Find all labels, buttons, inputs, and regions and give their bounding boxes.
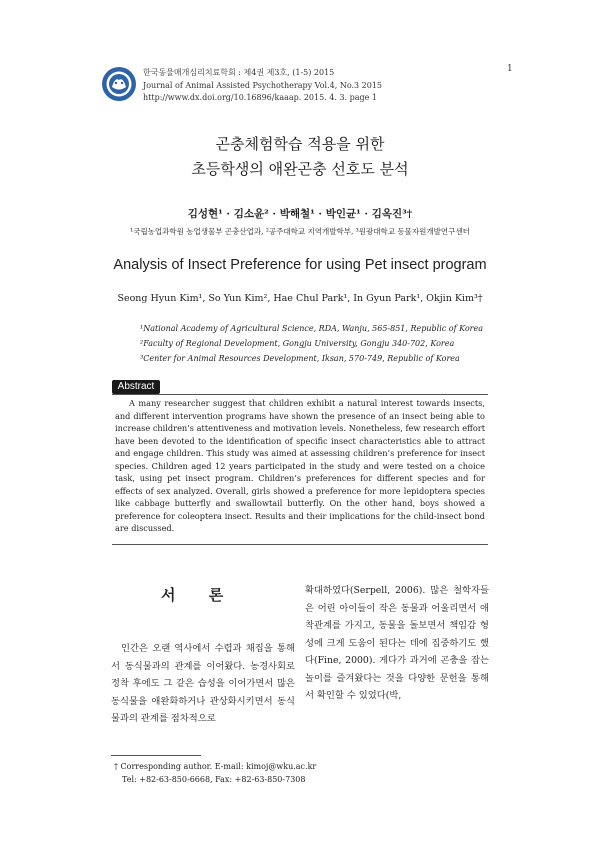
footnote-contact: Tel: +82-63-850-6668, Fax: +82-63-850-7308 (122, 775, 306, 784)
english-title: Analysis of Insect Preference for using Pet insect program (113, 257, 487, 273)
journal-doi-line: http://www.dx.doi.org/10.16896/kaaap. 2015. 4. 3. page 1 (143, 93, 378, 102)
abstract-bottom-rule (112, 544, 488, 545)
page-number: 1 (507, 64, 513, 74)
body-paragraph-right: 확대하였다(Serpell, 2006). 많은 철학자들은 어린 아이들이 작은 동물과 어울리면서 애착관계를 가지고, 동물을 돌보면서 책임감 형성에 크게 도움이 된다는 데에 집중하기도 했다(Fine, 2000). 게다가 과거에 곤충을 잡는 놀이를 즐겨왔다는 것을 다양한 문헌을 통해서 확인할 수 있었다(박, (305, 585, 489, 701)
journal-logo (101, 66, 137, 102)
affiliation-1: ¹National Academy of Agricultural Science, RDA, Wanju, 565-851, Republic of Korea (140, 324, 483, 333)
korean-title-line-1: 곤충체험학습 적용을 위한 (215, 135, 385, 153)
korean-authors: 김성현¹ · 김소윤² · 박해철¹ · 박인균¹ · 김옥진³† (187, 208, 413, 220)
abstract-text: A many researcher suggest that children exhibit a natural interest towards insects, and different intervention programs have shown the presence of an insect being able to increase children’s attentiveness and motivation levels. Nonetheless, few research effort have been devoted to the identification of specific insect characteristics able to attract and engage children. This study was aimed at assessing children’s preference for insect species. Children aged 12 years participated in the study and were tested on a choice task, using pet insect program. Children’s preferences for different species and for effects of sex analyzed. Overall, girls showed a preference for more lepidoptera species like cabbage butterfly and swallowtail butterfly. On the other hand, boys showed a preference for coleoptera insect. Results and their implications for the child-insect bond are discussed. (115, 398, 485, 533)
body-paragraph-left: 인간은 오랜 역사에서 수렵과 채집을 통해서 동식물과의 관계를 이어왔다. 농경사회로 정착 후에도 그 같은 습성을 이어가면서 많은 동식물을 애완화하거나 관상화시키면서 동식물과의 관계를 점차적으로 (111, 643, 295, 724)
abstract-body (115, 397, 485, 535)
journal-english-line: Journal of Animal Assisted Psychotherapy Vol.4, No.3 2015 (143, 80, 383, 90)
body-column-left (111, 640, 295, 728)
footnote-rule (111, 755, 201, 756)
affiliation-2: ²Faculty of Regional Development, Gongju University, Gongju 340-702, Korea (140, 339, 455, 348)
affiliation-3: ³Center for Animal Resources Development, Iksan, 570-749, Republic of Korea (140, 354, 460, 363)
abstract-label: Abstract (112, 380, 160, 394)
journal-korean-line: 한국동물매개심리치료학회 : 제4권 제3호, (1-5) 2015 (143, 68, 335, 77)
abstract-top-rule (112, 394, 488, 395)
footnote (114, 760, 316, 786)
section-heading: 서 론 (161, 586, 238, 604)
journal-header (143, 67, 382, 105)
english-affiliations (140, 321, 483, 366)
english-authors: Seong Hyun Kim¹, So Yun Kim², Hae Chul Park¹, In Gyun Park¹, Okjin Kim³† (117, 293, 483, 304)
body-column-right (305, 582, 489, 705)
korean-title-line-2: 초등학생의 애완곤충 선호도 분석 (191, 160, 409, 178)
korean-affiliations: ¹국립농업과학원 농업생물부 곤충산업과, ²공주대학교 지역개발학부, ³원광대학교 동물자원개발연구센터 (130, 227, 470, 236)
footnote-corresponding: † Corresponding author. E-mail: kimoj@wku.ac.kr (114, 762, 317, 771)
